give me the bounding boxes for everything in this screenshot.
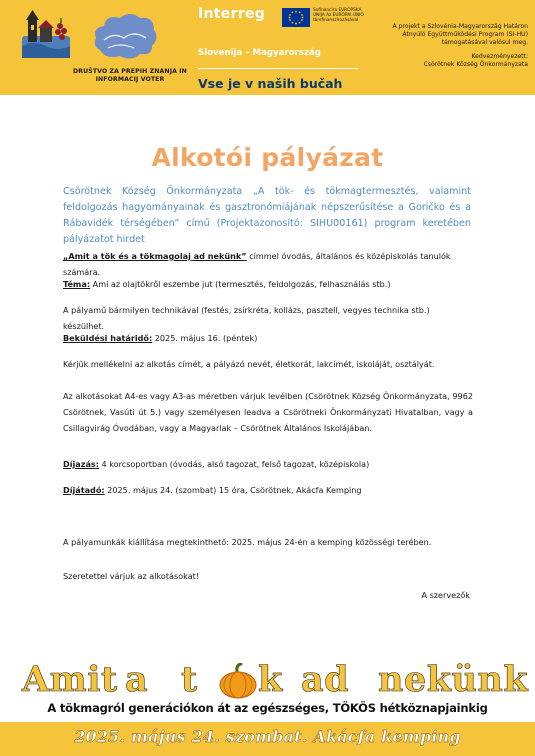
theme-line	[63, 276, 473, 292]
footer-word-ad: ad	[301, 659, 350, 700]
footer-word-a: a	[125, 659, 149, 700]
association-caption: DRUŠTVO ZA PREPIH ZNANJA IN INFORMACIJ VOTER	[73, 68, 187, 83]
footer-title	[0, 655, 535, 703]
eu-flag-icon	[282, 8, 310, 27]
footer-subtitle: A tökmagról generációkon át az egészséges, TÖKÖS hétköznapjainkig	[47, 701, 488, 715]
footer-word-nekunk: nekünk	[378, 659, 529, 700]
footer-word-tok-end: k	[258, 659, 283, 700]
welcome-line: Szeretettel várjuk az alkotásokat!	[63, 571, 200, 581]
event-date-line: 2025. május 24. szombat. Akácfa kemping	[74, 727, 461, 746]
award-label: Díjátadó:	[63, 485, 105, 495]
award-value: 2025. május 24. (szombat) 15 óra, Csörötnek, Akácfa Kemping	[104, 485, 362, 495]
funding-line-3: támogatásával valósul meg.	[441, 39, 528, 47]
exhibition-line: A pályamunkák kiállítása megtekinthető: 2025. május 24-én a kemping közösségi terében.	[63, 537, 432, 547]
project-slogan: Vse je v naših bučah	[198, 76, 343, 91]
interreg-wordmark: Interreg	[198, 6, 266, 22]
funding-statement	[358, 23, 528, 69]
deadline-value: 2025. május 16. (péntek)	[152, 333, 258, 343]
footer-word-tok-start: t	[181, 659, 198, 700]
theme-value: Ami az olajtökről eszembe jut (termesztés, feldolgozás, felhasználás stb.)	[90, 279, 391, 289]
prizes-label: Díjazás:	[63, 459, 99, 469]
intro-paragraph: Csörötnek Község Önkormányzata „A tök- és tökmagtermesztés, valamint feldolgozás hagyományainak és gasztronómiájának népszerűsítése a Goričko és a Rábavidék térségében” című (Projektazonosító: SIHU00161) program keretében pályázatot hirdet	[63, 186, 471, 245]
deadline-line	[63, 330, 473, 346]
submission-paragraph: Az alkotásokat A4-es vagy A3-as méretben várjuk levélben (Csörötnek Község Önkormányzata, 9962 Csörötnek, Vasúti út 5.) vagy személyesen leadva a Csörötneki Önkormányzati Hivatalban, vagy a Csillagvirág Óvodában, vagy a Magyarlak – Csörötnek Általános Iskolájában.	[63, 391, 473, 433]
prizes-line	[63, 456, 473, 472]
programme-region: Slovenija – Magyarország	[198, 48, 321, 58]
programme-logo	[198, 6, 363, 92]
beneficiary-name: Csörötnek Község Önkormányzata	[423, 61, 528, 69]
eu-cofinancing-text: Sofinancira EVROPSKA UNIJA Az EURÓPAI UNIÓ társfinanszírozásával	[313, 8, 364, 23]
deadline-label: Beküldési határidő:	[63, 333, 153, 343]
header-divider	[198, 68, 358, 69]
header-band	[0, 0, 535, 95]
beneficiary-label: Kedvezményezett:	[471, 53, 528, 61]
funding-line-2: Átnyúló Együttműködési Program (SI-HU)	[402, 31, 528, 39]
attachment-line: Kérjük mellékelni az alkotás címét, a pályázó nevét, életkorát, lakcímét, iskoláját, osztályát.	[63, 359, 435, 369]
page-title: Alkotói pályázat	[151, 143, 384, 172]
prizes-value: 4 korcsoportban (óvodás, alsó tagozat, felső tagozat, középiskola)	[98, 459, 370, 469]
contest-audience: címmel óvodás, általános és középiskolás tanulók számára.	[63, 251, 451, 277]
footer-word-amit: Amit	[22, 659, 118, 700]
award-line	[63, 482, 473, 498]
signature: A szervezők	[421, 590, 470, 600]
thought-cloud-icon	[90, 10, 160, 62]
pumpkin-icon	[218, 663, 258, 699]
association-logo	[10, 6, 190, 92]
theme-label: Téma:	[63, 279, 91, 289]
technique-line: A pályamű bármilyen technikával (festés, zsírkréta, kollázs, pasztell, vegyes technika stb.) készülhet.	[63, 305, 430, 331]
village-logo-icon	[20, 6, 72, 62]
funding-line-1: A projekt a Szlovénia-Magyarország Határon	[392, 23, 528, 30]
contest-name: „Amit a tök és a tökmagolaj ad nekünk”	[63, 251, 247, 261]
